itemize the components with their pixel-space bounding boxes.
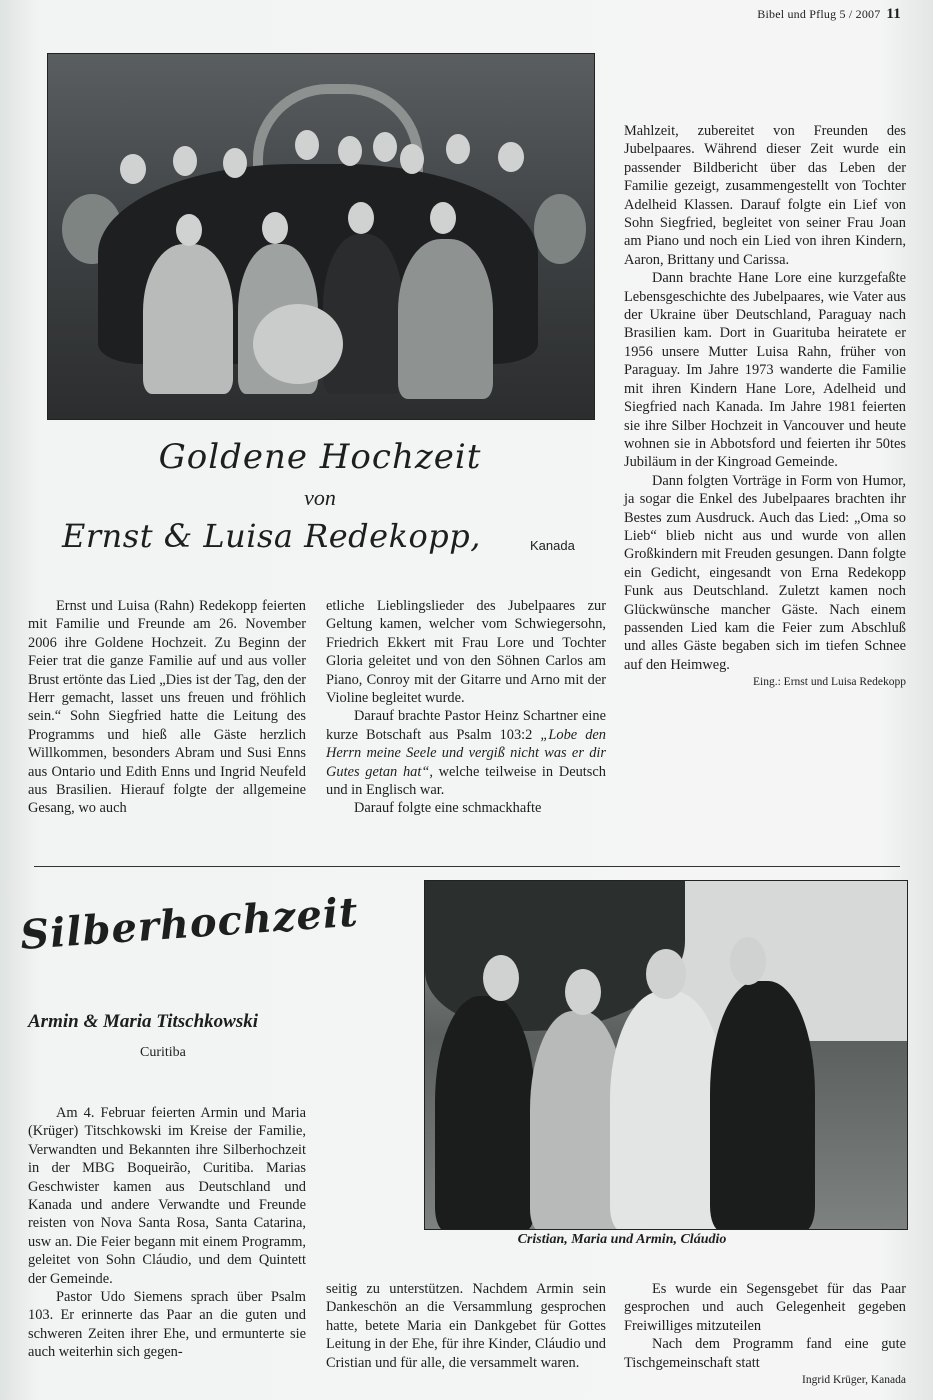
face: [348, 202, 374, 234]
face: [338, 136, 362, 166]
article2-paragraph: Pastor Udo Siemens sprach über Psalm 103. Er erinnerte das Paar an die guten und schweren Zeiten ihrer Ehe, und ermunterte sie auch weiterhin sich gegen-: [28, 1289, 306, 1361]
flower-bouquet: [253, 304, 343, 384]
article1-paragraph: Mahlzeit, zubereitet von Freunden des Jubelpaares. Während dieser Zeit wurde ein passender Bildbericht über das Leben der Familie gezeigt, zusammengestellt von Tochter Adelheid Klassen. Darauf folgte ein Lief von Sohn Siegfried, begleitet von seiner Frau Joan am Piano und noch ein Lied von ihren Kindern, Aaron, Brittany und Carissa.: [624, 123, 906, 268]
face: [430, 202, 456, 234]
person-seated: [398, 239, 493, 399]
face: [120, 154, 146, 184]
article2-place: Curitiba: [140, 1045, 186, 1060]
article2-title: Silberhochzeit: [18, 888, 360, 959]
face: [730, 937, 766, 985]
face: [173, 146, 197, 176]
face: [262, 212, 288, 244]
face: [223, 148, 247, 178]
article1-text: Darauf brachte Pastor Heinz Schartner eine kurze Botschaft aus Psalm 103:2: [326, 708, 606, 743]
publication-name: Bibel und Pflug 5 / 2007: [757, 7, 881, 21]
face: [176, 214, 202, 246]
face: [565, 969, 601, 1015]
face: [646, 949, 686, 999]
article2-paragraph: Es wurde ein Segensgebet für das Paar gesprochen und auch Gelegenheit gegeben Freiwilliges mitzuteilen: [624, 1281, 906, 1334]
article1-paragraph: Ernst und Luisa (Rahn) Redekopp feierten mit Familie und Freunde am 26. November 2006 ihre Goldene Hochzeit. Zu Beginn der Feier trat die ganze Familie auf und aus voller Brust ertönte das Lied „Dies ist der Tag, den der Herr gemacht, lasset uns freuen und fröhlich sein.“ Sohn Siegfried hatte die Leitung des Programms und hieß alle Gäste herzlich Willkommen, besonders Abram und Susi Enns aus Ontario und Edith Enns und Ingrid Neufeld aus Brasilien. Hierauf folgte der allgemeine Gesang, wo auch: [28, 598, 306, 817]
couple-sons-photo: [424, 880, 908, 1230]
flower-arrangement-right: [534, 194, 586, 264]
article1-paragraph: Darauf folgte eine schmackhafte: [354, 800, 542, 817]
article2-paragraph: Nach dem Programm fand eine gute Tischgemeinschaft statt: [624, 1336, 906, 1371]
article2-column-3: [624, 1280, 906, 1386]
photo-caption: Cristian, Maria und Armin, Cláudio: [517, 1232, 727, 1247]
section-divider: [34, 866, 900, 867]
article1-title: Goldene Hochzeit: [158, 437, 482, 477]
article1-paragraph: [326, 707, 606, 799]
article1-credit: Eing.: Ernst und Luisa Redekopp: [753, 676, 906, 689]
article1-country: Kanada: [530, 538, 575, 553]
face: [483, 955, 519, 1001]
face: [373, 132, 397, 162]
article1-von: von: [304, 485, 336, 510]
article2-credit: Ingrid Krüger, Kanada: [802, 1374, 906, 1387]
face: [498, 142, 524, 172]
article1-column-3: [624, 122, 906, 688]
face: [295, 130, 319, 160]
article2-column-2: [326, 1280, 606, 1372]
family-group-photo: [47, 53, 595, 420]
article1-column-2: [326, 597, 606, 818]
article1-paragraph: Dann folgten Vorträge in Form von Humor, ja sogar die Enkel des Jubelpaares brachten ihr Bestes zum Ausdruck. Auch das Lied: „Oma so Lieb“ blieb nicht aus und wurde von allen Großkindern mit Freuden gesungen. Dann folgte ein Gedicht, eingesandt von Erna Redekopp Funk aus Deutschland. Zuletzt kamen noch Glückwünsche mancher Gäste. Nach einem passenden Lied kam die Feier zum Abschluß und alles Gäste begaben sich im tiefen Schnee auf den Heimweg.: [624, 472, 906, 673]
article2-paragraph: Am 4. Februar feierten Armin und Maria (Krüger) Titschkowski im Kreise der Familie, Verwandten und Bekannten ihre Silberhochzeit in der MBG Boqueirão, Curitiba. Marias Geschwister kamen aus Deutschland und Kanada und andere Verwandte und Freunde reisten von Nova Santa Rosa, Santa Catarina, usw an. Die Feier begann mit einem Programm, geleitet von Sohn Cláudio, und dem Quintett der Gemeinde.: [28, 1105, 306, 1287]
psalm-quote: „Lobe den Herrn meine Seele und vergiß nicht was er dir Gutes getan hat“,: [326, 726, 606, 780]
article1-paragraph: Dann brachte Hane Lore eine kurzgefaßte Lebensgeschichte des Jubelpaares, wie Vater aus der Ukraine über Deutschland, Paraguay nach Brasilien kam. Dort in Guarituba heiratete er 1956 unsere Mutter Luisa Rahn, früher von Paraguay. Im Jahre 1973 wanderte die Familie mit ihren Kindern Hane Lore, Adelheid und Siegfried nach Kanada. Im Jahre 1981 feierten sie ihre Silber Hochzeit in Vancouver und heute wohnen sie in Abbotsford und feierten ihr 50tes Jubiläum in der Kingroad Gemeinde.: [624, 270, 906, 471]
person-seated: [143, 244, 233, 394]
face: [446, 134, 470, 164]
article1-text: welche teilweise in Deutsch und in Englisch war.: [326, 763, 606, 799]
article1-names: Ernst & Luisa Redekopp,: [62, 517, 481, 555]
article2-names: Armin & Maria Titschkowski: [28, 1011, 258, 1032]
article2-paragraph: seitig zu unterstützen. Nachdem Armin sein Dankeschön an die Versammlung gesprochen hatte, betete Maria ein Dankgebet für Gottes Leitung in der Ehe, für ihre Kinder, Cláudio und Cristian und für alle, die versammelt waren.: [326, 1281, 606, 1371]
person-seated: [323, 234, 403, 394]
page-number: 11: [886, 6, 901, 22]
person-cristian: [435, 996, 535, 1230]
article1-paragraph: etliche Lieblingslieder des Jubelpaares zur Geltung kamen, welcher vom Schwiegersohn, Friedrich Ekkert mit Frau Lore und Tochter Gloria geleitet und von den Söhnen Carlos am Piano, Conroy mit der Gitarre und Arno mit der Violine begleitet wurde.: [326, 598, 606, 707]
person-armin: [610, 991, 725, 1230]
article1-column-1: [28, 597, 306, 818]
running-header: [757, 6, 901, 23]
face: [400, 144, 424, 174]
article2-column-1: [28, 1104, 306, 1362]
person-claudio: [710, 981, 815, 1230]
